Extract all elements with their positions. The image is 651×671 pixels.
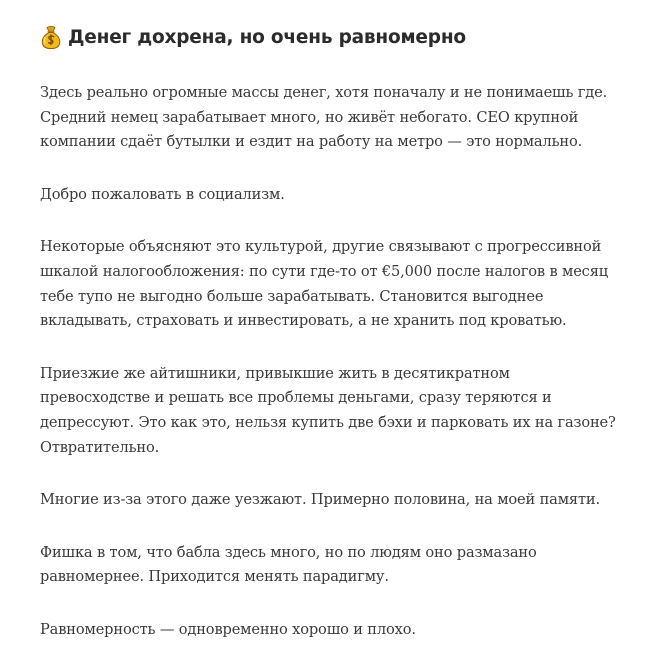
paragraph-5 [40,488,640,513]
paragraph-1 [40,81,640,155]
paragraph-4 [40,362,640,460]
section-heading [40,22,640,52]
paragraph-line: шкалой налогообложения: по сути где-то от €5,000 после налогов в месяц [40,262,608,280]
paragraph-line: равномернее. Приходится менять парадигму. [40,568,389,586]
paragraph-6 [40,541,640,590]
paragraph-line: компании сдаёт бутылки и ездит на работу на метро — это нормально. [40,133,583,151]
paragraph-line: превосходстве и решать все проблемы деньгами, сразу теряются и [40,389,552,407]
paragraph-line: Средний немец зарабатывает много, но живёт небогато. CEO крупной [40,108,579,126]
paragraph-2 [40,183,640,208]
paragraph-3 [40,235,640,333]
article [40,22,640,671]
paragraph-line: депрессуют. Это как это, нельзя купить две бэхи и парковать их на газоне? [40,413,616,431]
paragraph-line: вкладывать, страховать и инвестировать, а не хранить под кроватью. [40,312,567,330]
paragraph-line: Добро пожаловать в социализм. [40,185,285,203]
paragraph-line: тебе тупо не выгодно больше зарабатывать. Становится выгоднее [40,287,544,305]
paragraph-line: Отвратительно. [40,438,160,456]
paragraph-line: Равномерность — одновременно хорошо и плохо. [40,620,416,638]
money-bag-icon [40,24,62,50]
paragraph-7 [40,618,640,643]
heading-text: Денег дохрена, но очень равномерно [68,26,466,48]
paragraph-line: Приезжие же айтишники, привыкшие жить в десятикратном [40,364,510,382]
paragraph-line: Многие из-за этого даже уезжают. Примерно половина, на моей памяти. [40,491,600,509]
paragraph-line: Здесь реально огромные массы денег, хотя поначалу и не понимаешь где. [40,84,608,101]
paragraph-line: Некоторые объясняют это культурой, другие связывают с прогрессивной [40,238,602,256]
paragraph-line: Фишка в том, что бабла здесь много, но по людям оно размазано [40,543,537,561]
